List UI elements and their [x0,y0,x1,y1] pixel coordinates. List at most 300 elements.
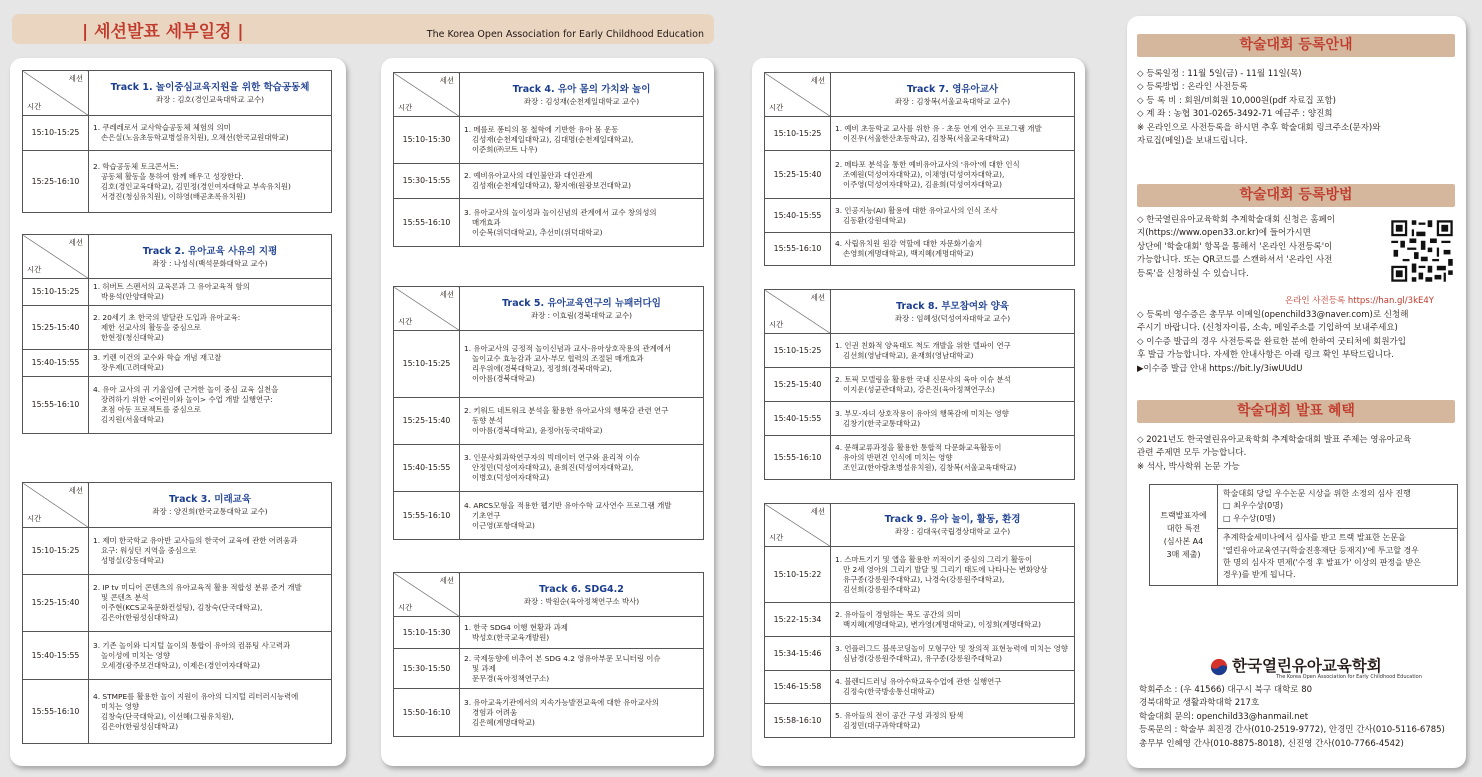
track-header [831,290,1075,334]
track-table-t4 [393,72,704,247]
time-label: 시간 [769,103,784,112]
qr-code-icon[interactable] [1389,218,1455,284]
session-line: 요구: 워싱턴 지역을 중심으로 [101,546,197,555]
benefit-journal-line: 한 명의 심사자 면제('수정 후 발표가' 이상의 판정을 받은 [1223,558,1421,568]
method-line: 등록'을 신청하실 수 있습니다. [1137,268,1249,279]
session-line: 유구종(강릉원주대학교), 나경숙(강릉원주대학교), [843,574,1005,584]
session-line: 이주영(덕성여자대학교), 김윤희(덕성여자대학교) [843,179,1003,189]
session-line: 문무경(육아정책연구소) [472,673,550,683]
method-note-line: ▶이수증 발급 안내 https://bit.ly/3iwUUdU [1137,363,1303,374]
table-corner-cell [765,504,831,547]
method-line: 가능합니다. 또는 QR코드를 스캔하셔서 '온라인 사전 [1137,255,1333,266]
track-title: Track 8. 부모참여와 양육 [896,300,1009,312]
session-line: 제한 선교사의 활동을 중심으로 [101,322,201,332]
session-line: 1. 메를로 퐁티의 몸 철학에 기반한 유아 몸 운동 [464,125,619,134]
session-row [765,436,1075,480]
session-time: 15:25-15:40 [23,575,89,632]
session-line: 2. 토픽 모델링을 활용한 국내 신문사의 육아 이슈 분석 [835,374,1011,384]
session-content [460,117,704,164]
track-table-t9 [764,503,1075,738]
session-line: 3. 부모-자녀 상호작용이 유아의 행복감에 미치는 영향 [835,408,1009,418]
track-header [460,287,704,331]
session-row [394,492,704,540]
session-time: 15:10-15:25 [394,331,460,398]
method-line: 상단에 '학술대회' 항목을 통해서 '온라인 사전등록'이 [1137,241,1333,252]
session-content [831,547,1075,603]
session-row [765,547,1075,603]
session-line: 이근영(포항대학교) [472,520,535,530]
association-logo [1210,654,1450,684]
registration-line: ◇ 등 록 비 : 회원/비회원 10,000원(pdf 자료집 포함) [1137,95,1336,106]
session-time: 15:58-16:10 [765,704,831,738]
session-content [831,637,1075,671]
session-row [765,402,1075,436]
time-label: 시간 [769,320,784,329]
track-title: Track 9. 유아 놀이, 활동, 환경 [884,514,1021,525]
time-label: 시간 [769,533,784,542]
time-label: 시간 [27,265,42,274]
session-row [23,680,332,744]
session-line: 한현정(청신대학교) [101,332,164,342]
session-line: 3. 유아교사의 놀이성과 놀이신념의 관계에서 교수 창의성의 [464,207,657,217]
session-content [460,492,704,540]
benefit-journal-line: '열린유아교육연구(학술진흥재단 등재지)'에 투고할 경우 [1223,545,1420,555]
benefit-label-line: 트랙발표자에 [1160,510,1207,520]
registration-line: 자료집(메일)을 보내드립니다. [1137,136,1248,147]
session-time: 15:10-15:25 [23,116,89,151]
track-table-t7 [764,72,1075,266]
contact-address [1139,684,1445,751]
session-line: 2. 유아들이 경험하는 복도 공간의 의미 [835,609,961,619]
session-line: 1. 허버트 스펜서의 교육론과 그 유아교육적 함의 [93,282,250,291]
session-label: 세션 [68,486,83,495]
method-line: ◇ 한국열린유아교육학회 추계학술대회 신청은 홈페이 [1137,215,1335,225]
method-note-line: ◇ 이수증 발급의 경우 사전등록을 완료한 분에 한하여 굿티처에 회원가입 [1137,336,1406,347]
session-line: 김정숙(한국방송통신대학교) [843,687,935,696]
track-table-t6 [393,572,704,737]
session-time: 15:25-15:40 [23,306,89,350]
session-time: 15:34-15:46 [765,637,831,671]
session-line: 김정민(대구과학대학교) [843,720,921,730]
session-line: 1. 스마트기기 및 앱을 활용한 끼적이기 중심의 그리기 활동이 [835,554,1033,564]
benefit-line: ◇ 2021년도 한국열린유아교육학회 추계학술대회 발표 주제는 영유아교육 [1137,435,1412,445]
track-title: Track 7. 영유아교사 [906,83,999,95]
session-line: 1. 예비 초등학교 교사를 위한 유 · 초등 연계 연수 프로그램 개발 [835,123,1042,133]
time-label: 시간 [27,102,42,111]
session-line: 김동환(강원대학교) [843,215,906,225]
session-time: 15:25-15:40 [765,368,831,402]
track-header [831,73,1075,117]
track-header [831,504,1075,547]
session-label: 세션 [439,76,454,85]
section-title: | 세션발표 세부일정 | [82,22,244,42]
session-line: 김은혜(계명대학교) [472,717,535,727]
session-line: 이주현(KCS교육문화컨설팅), 김창숙(단국대학교), [101,603,263,612]
session-content [831,704,1075,738]
session-content [460,164,704,199]
session-label: 세션 [68,238,83,247]
session-time: 15:55-16:10 [23,680,89,744]
session-row [394,617,704,649]
benefit-line: 관련 주제면 모두 가능합니다. [1137,448,1247,459]
track-chair: 좌장 : 나성식(백석문화대학교 교수) [152,258,268,268]
session-line: 안정민(덕성여자대학교), 윤희진(덕성여자대학교), [472,463,634,472]
time-label: 시간 [398,103,413,112]
session-row [23,151,332,213]
session-content [89,528,332,575]
session-time: 15:30-15:55 [394,164,460,199]
session-row [394,398,704,445]
benefit-text [1137,434,1457,474]
session-row [765,368,1075,402]
session-row [394,199,704,247]
session-row [23,306,332,350]
session-label: 세션 [810,507,825,516]
session-row [765,637,1075,671]
session-row [23,116,332,151]
session-time: 15:10-15:25 [23,279,89,306]
session-line: 공동체 활동을 통하여 함께 배우고 성장한다. [101,171,244,181]
session-line: 4. ARCS모형을 적용한 웹기반 유아수학 교사연수 프로그램 개발 [464,500,672,510]
session-time: 15:40-15:55 [394,445,460,492]
session-time: 15:40-15:55 [23,350,89,377]
registration-line: ※ 온라인으로 사전등록을 하시면 추후 학술대회 링크주소(문자)와 [1137,122,1381,133]
address-line: 경북대학교 생활과학대학 217호 [1139,698,1260,709]
registration-title: 학술대회 등록안내 [1137,34,1455,57]
session-line: 이순복(위덕대학교), 추선미(위덕대학교) [472,227,603,237]
session-line: 1. 한국 SDG4 이행 현황과 과제 [464,622,568,632]
track-chair: 좌장 : 양진희(한국교통대학교 교수) [152,507,268,516]
session-line: 이진우(서울한산초등학교), 김창복(서울교육대학교) [843,133,1010,143]
registration-line: ◇ 등록방법 : 온라인 사전등록 [1137,82,1248,93]
track-chair: 좌장 : 김성재(순천제일대학교 교수) [523,96,640,106]
session-row [23,528,332,575]
session-row [23,575,332,632]
benefit-line: ※ 석사, 박사학위 논문 가능 [1137,461,1240,472]
session-content [460,445,704,492]
session-content [460,649,704,689]
session-line: 김창숙(단국대학교), 이선혜(그림유치원), [101,711,234,721]
session-row [765,117,1075,151]
session-line: 3. 언플러그드 블록코딩놀이 모형구안 및 창의적 표현능력에 미치는 영향 [835,643,1068,653]
method-note-line: 주시기 바랍니다. (신청자이름, 소속, 메일주소를 기입하여 보내주세요) [1137,323,1398,334]
session-time: 15:25-16:10 [23,151,89,213]
benefit-journal-line: 경우)를 받게 됩니다. [1223,570,1296,580]
session-line: 4. 문해교류과정을 활용한 통합적 다문화교육활동이 [835,442,1002,452]
benefit-title: 학술대회 발표 혜택 [1137,400,1455,423]
session-row [23,279,332,306]
session-line: 오세경(광주보건대학교), 이제은(경인여자대학교) [101,660,261,670]
session-line: 4. 유아 교사의 귀 기울임에 근거한 놀이 중심 교육 실천을 [93,385,279,394]
session-time: 15:55-16:10 [765,233,831,266]
session-line: 김은아(한림성심대학교) [101,721,179,731]
track-title: Track 6. SDG4.2 [539,583,624,595]
registration-method-notes [1137,309,1457,376]
session-line: 유아의 반편견 인식에 미치는 영향 [843,452,953,462]
session-line: 1. 제미 한국학교 유아반 교사들의 한국어 교육에 관한 어려움과 [93,536,298,545]
session-content [831,117,1075,151]
session-line: 놀이성에 미치는 영향 [101,650,170,660]
session-line: 박성호(한국교육개발원) [472,632,550,642]
session-time: 15:10-15:25 [23,528,89,575]
session-line: 2. 학습공동체 토크콘서트: [93,161,179,171]
session-label: 세션 [439,576,454,585]
benefit-award-line: 학술대회 당일 우수논문 시상을 위한 소정의 심사 진행 [1223,489,1411,498]
session-line: 김지원(서울대학교) [101,415,164,424]
session-time: 15:40-15:55 [765,199,831,233]
session-line: 초점 아동 프로젝트를 중심으로 [101,405,201,414]
session-line: 2. 예비유아교사의 대인불안과 대인관계 [464,171,593,180]
session-content [831,603,1075,637]
method-line: 지(https://www.open33.or.kr)에 들어가시면 [1137,228,1311,239]
session-time: 15:50-16:10 [394,689,460,737]
session-line: 이준희(㈜코트 나우) [472,145,538,154]
session-line: 김성재(순천제일대학교), 김대명(순천제일대학교), [472,135,634,144]
session-row [765,671,1075,704]
address-line: 학회주소 : (우 41566) 대구시 북구 대학로 80 [1139,685,1313,695]
track-title: Track 2. 유아교육 사유의 지평 [142,245,278,257]
track-table-t3 [22,482,332,744]
track-chair: 좌장 : 박원순(육아정책연구소 박사) [523,596,640,606]
session-time: 15:25-15:40 [394,398,460,445]
table-corner-cell [23,235,89,279]
session-row [394,331,704,398]
time-label: 시간 [398,317,413,326]
address-line: 등록문의 : 학술부 최진경 간사(010-2519-9772), 안경민 간사(010-5116-6785) [1139,725,1445,736]
session-line: 4. 블렌디드러닝 유아수학교육수업에 관한 실행연구 [835,677,1002,686]
session-line: 김선희(영남대학교), 윤재희(영남대학교) [843,350,974,360]
session-line: 장우제(고려대학교) [101,363,164,372]
session-time: 15:55-16:10 [394,199,460,247]
session-time: 15:55-16:10 [765,436,831,480]
session-line: 및 콘텐츠 분석 [101,593,149,602]
session-content [89,680,332,744]
benefit-table [1149,484,1458,586]
session-time: 15:46-15:58 [765,671,831,704]
session-line: 동향 분석 [472,416,503,425]
session-row [23,377,332,434]
table-corner-cell [23,71,89,116]
table-corner-cell [23,483,89,528]
method-note-line: ◇ 등록비 영수증은 총무부 이메일(openchild33@naver.com)로 신청해 [1137,310,1409,320]
time-label: 시간 [398,603,413,612]
benefit-award-line: □ 우수상(0명) [1223,513,1276,523]
track-title: Track 1. 놀이중심교육지원을 위한 학습공동체 [110,82,310,93]
track-chair: 좌장 : 김대욱(국립경상대학교 교수) [894,527,1011,536]
session-time: 15:40-15:55 [23,632,89,680]
table-corner-cell [765,290,831,334]
session-content [831,199,1075,233]
registration-line: ◇ 등록일정 : 11월 5일(금) - 11월 11일(목) [1137,69,1302,79]
session-content [89,632,332,680]
session-line: 놀이교수 효능감과 교사-부모 협력의 조절된 매개효과 [472,354,644,363]
session-content [460,199,704,247]
track-chair: 좌장 : 김호(경인교육대학교 교수) [155,95,265,104]
session-line: 이병호(덕성여자대학교) [472,473,550,482]
session-line: 만 2세 영아의 그리기 발달 및 그리기 태도에 나타나는 변화양상 [843,564,1048,574]
session-time: 15:10-15:22 [765,547,831,603]
session-line: 2. 20세기 초 한국의 발달관 도입과 유아교육: [93,312,241,322]
session-time: 15:25-15:40 [765,151,831,199]
session-line: 매개효과 [472,217,501,227]
track-header [460,573,704,617]
session-label: 세션 [810,293,825,302]
session-line: 2. IP tv 미디어 콘텐츠의 유아교육적 활용 적합성 분류 준거 개발 [93,583,302,592]
session-line: 3. 인문사회과학연구자의 빅데이터 연구와 윤리적 이슈 [464,453,640,462]
session-content [831,671,1075,704]
session-label: 세션 [439,290,454,299]
logo-name-kr: 한국열린유아교육학회 [1232,657,1382,675]
session-line: 1. 유아교사의 긍정적 놀이신념과 교사-유아상호작용의 관계에서 [464,344,672,353]
registration-method-text [1137,214,1387,281]
benefit-label-line: (심사본 A4 [1163,536,1204,546]
session-row [394,649,704,689]
benefit-label [1150,485,1218,586]
session-line: 1. 인권 친화적 양육태도 척도 개발을 위한 델파이 연구 [835,340,1011,350]
benefit-award-row [1218,485,1458,529]
track-chair: 좌장 : 이효림(경북대학교 교수) [531,310,632,320]
session-line: 서경진(청심유치원), 이하영(배곧초록유치원) [101,191,246,201]
address-line: 학술대회 문의: openchild33@hanmail.net [1139,711,1309,722]
session-row [765,233,1075,266]
session-row [23,350,332,377]
session-line: 2. 키워드 네트워크 분석을 활용한 유아교사의 행복감 관련 연구 [464,406,669,415]
table-corner-cell [394,73,460,117]
session-line: 성명실(강동대학교) [101,556,164,565]
session-line: 손영희(계명대학교), 백지혜(계명대학교) [843,249,974,258]
session-row [765,151,1075,199]
session-line: 심남경(강릉원주대학교), 유구종(강릉원주대학교) [843,653,1003,663]
logo-mark-icon [1210,658,1228,676]
session-content [831,368,1075,402]
session-line: 김창기(한국교통대학교) [843,418,921,428]
session-time: 15:30-15:50 [394,649,460,689]
session-content [460,689,704,737]
track-title: Track 3. 미래교육 [168,494,252,505]
session-content [460,617,704,649]
session-line: 조예원(덕성여자대학교), 이채영(덕성여자대학교), [843,169,1005,179]
session-row [23,632,332,680]
session-line: 김성재(순천제일대학교), 황지애(원광보건대학교) [472,181,632,190]
session-row [394,445,704,492]
session-line: 3. 키렌 이건의 교수와 학습 개념 재고찰 [93,353,222,362]
method-note-line: 후 발급 가능합니다. 자세한 안내사항은 아래 링크 확인 부탁드립니다. [1137,350,1394,361]
registration-info [1137,68,1457,148]
table-corner-cell [394,573,460,617]
association-name: The Korea Open Association for Early Childhood Education [426,29,704,40]
session-line: 3. 유아교육기관에서의 지속가능발전교육에 대한 유아교사의 [464,697,659,707]
session-content [89,350,332,377]
track-title: Track 4. 유아 몸의 가치와 놀이 [512,83,651,95]
session-line: 1. 쿠레레로서 교사학습공동체 체험의 의미 [93,123,231,132]
registration-line: ◇ 계 좌 : 농협 301-0265-3492-71 예금주 : 양진희 [1137,109,1333,120]
session-content [89,575,332,632]
session-line: 2. 국제동향에 비추어 본 SDG 4.2 영유아부문 모니터링 이슈 [464,653,661,663]
benefit-label-line: 3매 제출) [1166,549,1201,559]
session-line: 4. STMPE를 활용한 놀이 지원이 유아의 디지털 리터러시능력에 [93,691,299,701]
time-label: 시간 [27,514,42,523]
track-header [460,73,704,117]
session-content [831,436,1075,480]
session-content [460,398,704,445]
session-time: 15:10-15:30 [394,117,460,164]
benefit-label-line: 대한 특전 [1166,523,1201,533]
session-time: 15:55-16:10 [394,492,460,540]
address-line: 총무부 인혜영 간사(010-8875-8018), 신진영 간사(010-7766-4542) [1139,738,1404,749]
session-time: 15:10-15:25 [765,334,831,368]
session-time: 15:10-15:30 [394,617,460,649]
logo-name-en: The Korea Open Association for Early Childhood Education [1276,674,1422,680]
session-line: 리우위에(경북대학교), 정정희(경북대학교), [472,364,612,373]
session-line: 이아름(경북대학교) [472,374,535,383]
session-line: 미치는 영향 [101,701,140,711]
session-line: 4. 사립유치원 원감 역할에 대한 자문화기술지 [835,239,983,248]
session-line: 조인교(한아람초병설유치원), 김창복(서울교육대학교) [843,462,1017,472]
benefit-journal-row [1218,529,1458,586]
track-header [89,71,332,116]
session-line: 이지운(성균관대학교), 강은진(육아정책연구소) [843,384,995,394]
track-table-t1 [22,70,332,213]
session-content [831,233,1075,266]
session-label: 세션 [810,76,825,85]
session-content [460,331,704,398]
track-header [89,483,332,528]
session-content [831,402,1075,436]
table-corner-cell [765,73,831,117]
session-row [765,704,1075,738]
track-table-t8 [764,289,1075,480]
session-row [765,199,1075,233]
session-row [394,117,704,164]
session-row [394,689,704,737]
session-content [831,151,1075,199]
track-table-t2 [22,234,332,434]
session-time: 15:10-15:25 [765,117,831,151]
session-line: 박용석(안양대학교) [101,292,164,301]
session-line: 김호(경인교육대학교), 김민정(경인여자대학교 부속유치원) [101,181,291,191]
table-corner-cell [394,287,460,331]
benefit-journal-line: 추계학술세미나에서 심사를 받고 트랙 발표한 논문을 [1223,533,1406,543]
session-line: 5. 유아들의 전이 공간 구성 과정의 탐색 [835,710,964,720]
session-time: 15:55-16:10 [23,377,89,434]
session-line: 경험과 어려움 [472,707,518,717]
session-line: 백지혜(계명대학교), 변가영(계명대학교), 이정희(계명대학교) [843,619,1042,629]
track-title: Track 5. 유아교육연구의 뉴패러다임 [502,297,661,309]
track-header [89,235,332,279]
section-header [12,14,714,44]
session-content [831,334,1075,368]
track-chair: 좌장 : 김창복(서울교육대학교 교수) [894,96,1011,106]
session-content [89,279,332,306]
session-line: 및 과제 [472,663,496,673]
session-row [765,334,1075,368]
track-chair: 좌장 : 임혜성(덕성여자대학교 교수) [894,313,1011,323]
session-label: 세션 [68,74,83,83]
session-line: 기초연구 [472,510,501,520]
session-line: 3. 인공지능(AI) 활용에 대한 유아교사의 인식 조사 [835,205,998,215]
session-line: 장려하기 위한 <어린이와 놀이> 수업 개발 실행연구: [101,395,273,404]
session-time: 15:40-15:55 [765,402,831,436]
session-content [89,151,332,213]
session-line: 김선희(강릉원주대학교) [843,584,921,594]
qr-registration-link[interactable]: 온라인 사전등록 https://han.gl/3kE4Y [1285,296,1434,306]
session-time: 15:22-15:34 [765,603,831,637]
session-line: 손은실(노음초등학교병설유치원), 오채선(한국교원대학교) [101,133,289,142]
session-content [89,377,332,434]
session-line: 이아름(경북대학교), 윤정아(동국대학교) [472,426,603,435]
session-row [394,164,704,199]
session-line: 김은아(한림성심대학교) [101,613,179,622]
